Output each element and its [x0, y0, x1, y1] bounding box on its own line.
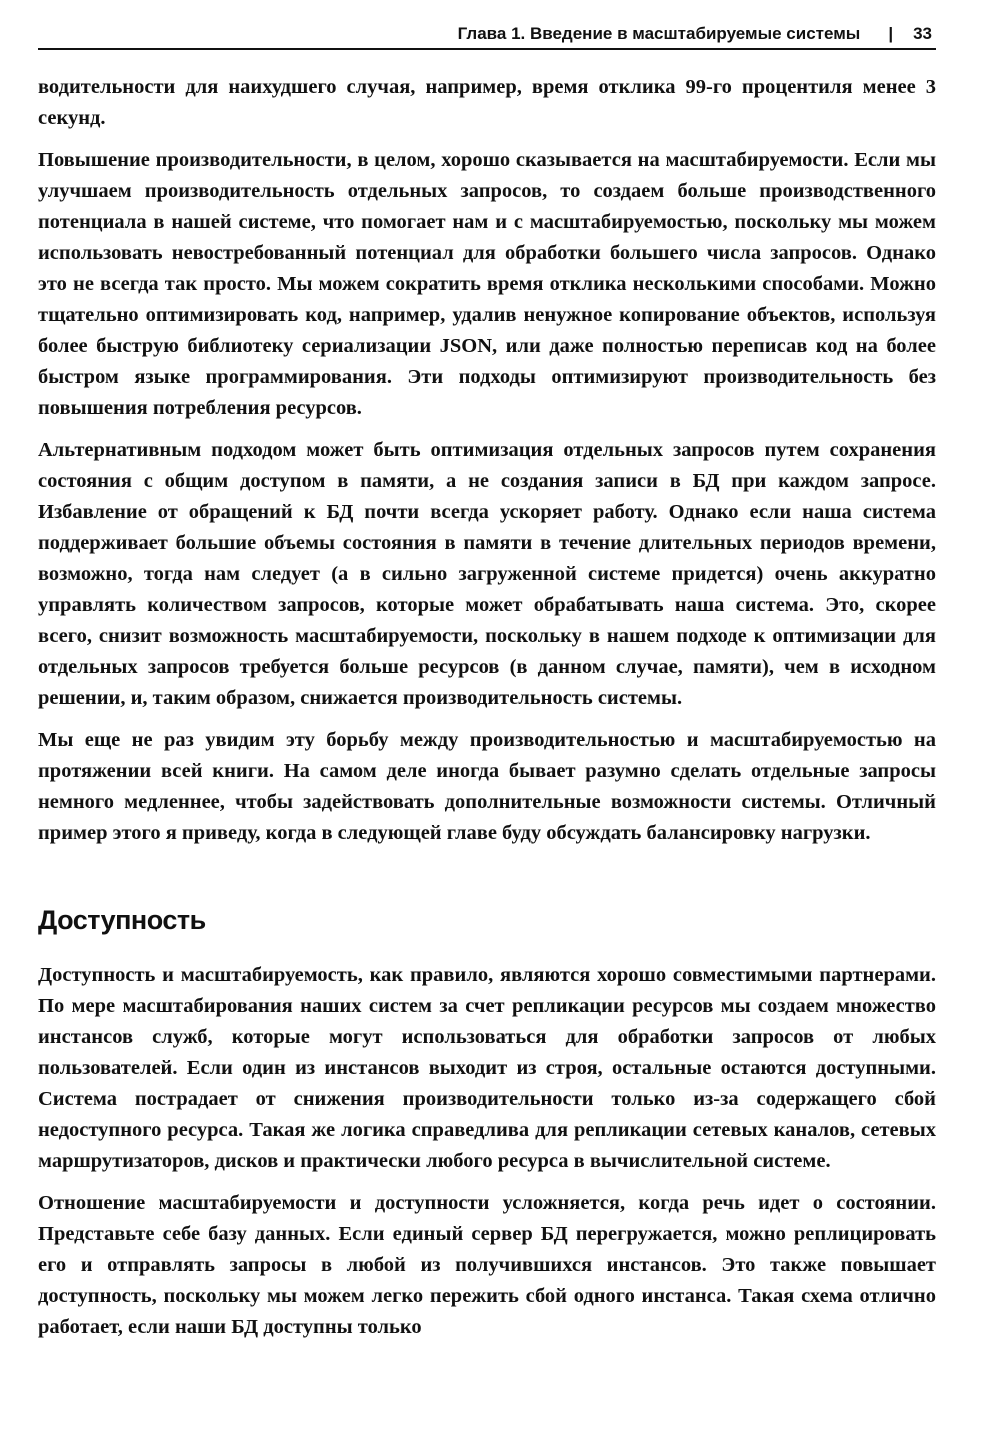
- chapter-title: Глава 1. Введение в масштабируемые системы: [457, 24, 861, 43]
- paragraph: Повышение производительности, в целом, хорошо сказывается на масштабируемости. Если мы улучшаем производительность отдельных запросов, то создаем больше производственного потенциала в нашей системе, что помогает нам и с масштабируемостью, поскольку мы можем использовать невостребованный потенциал для обработки большего числа запросов. Однако это не всегда так просто. Мы можем сократить время отклика несколькими способами. Можно тщательно оптимизировать код, например, удалив ненужное копирование объектов, используя более быструю библиотеку сериализации JSON, или даже полностью переписав код на более быстром языке программирования. Эти подходы оптимизируют производительность без повышения потребления ресурсов.: [38, 149, 936, 419]
- paragraph: Отношение масштабируемости и доступности усложняется, когда речь идет о состоянии. Представьте себе базу данных. Если единый сервер БД перегружается, можно реплицировать его и отправлять запросы в любой из получившихся инстансов. Это также повышает доступность, поскольку мы можем легко пережить сбой одного инстанса. Такая схема отлично работает, если наши БД доступны только: [38, 1192, 936, 1338]
- header-separator: |: [888, 24, 894, 43]
- paragraph: Альтернативным подходом может быть оптимизация отдельных запросов путем сохранения состояния с общим доступом в памяти, а не создания записи в БД при каждом запросе. Избавление от обращений к БД почти всегда ускоряет работу. Однако если наша система поддерживает большие объемы состояния в памяти в течение длительных периодов времени, возможно, тогда нам следует (а в сильно загруженной системе придется) очень аккуратно управлять количеством запросов, которые может обрабатывать наша система. Это, скорее всего, снизит возможность масштабируемости, поскольку в нашем подходе к оптимизации для отдельных запросов требуется больше ресурсов (в данном случае, памяти), чем в исходном решении, и, таким образом, снижается производительность системы.: [38, 439, 936, 709]
- running-header: [38, 20, 936, 50]
- paragraph: Доступность и масштабируемость, как правило, являются хорошо совместимыми партнерами. По мере масштабирования наших систем за счет репликации ресурсов мы создаем множество инстансов служб, которые могут использоваться для обработки запросов от любых пользователей. Если один из инстансов выходит из строя, остальные остаются доступными. Система пострадает от снижения производительности только из-за содержащего сбой недоступного ресурса. Такая же логика справедлива для репликации сетевых каналов, сетевых маршрутизаторов, дисков и практически любого ресурса в вычислительной системе.: [38, 964, 936, 1172]
- paragraph: водительности для наихудшего случая, например, время отклика 99-го процентиля менее 3 секунд.: [38, 76, 936, 129]
- page-body: [38, 72, 936, 1354]
- paragraph: Мы еще не раз увидим эту борьбу между производительностью и масштабируемостью на протяжении всей книги. На самом деле иногда бывает разумно сделать отдельные запросы немного медленнее, чтобы задействовать дополнительные возможности системы. Отличный пример этого я приведу, когда в следующей главе буду обсуждать балансировку нагрузки.: [38, 729, 936, 844]
- section-heading: Доступность: [38, 905, 206, 935]
- page-number: 33: [913, 24, 932, 43]
